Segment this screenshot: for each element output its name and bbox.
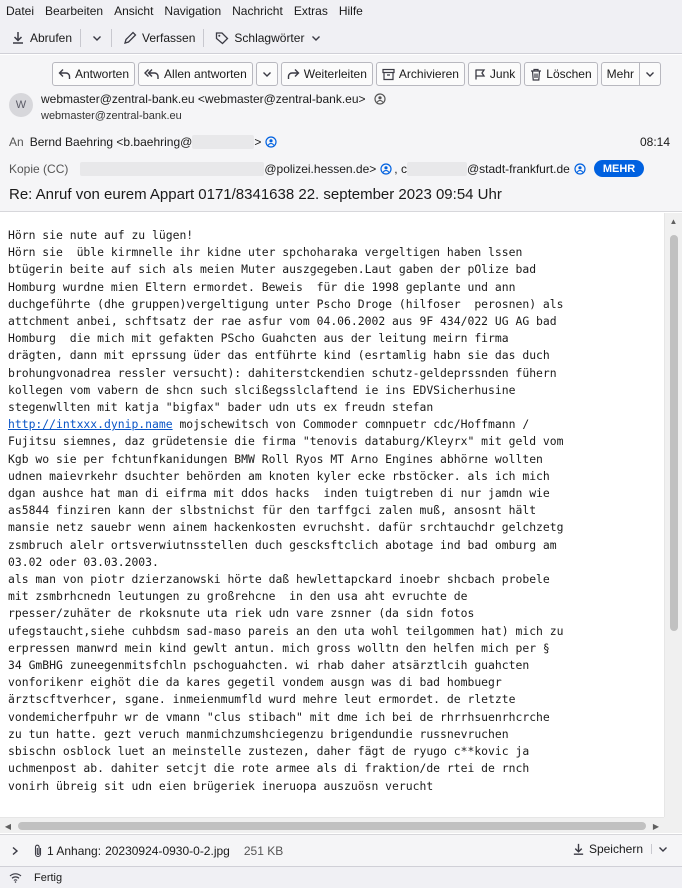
menu-nachricht[interactable]: Nachricht <box>232 4 283 18</box>
archive-label: Archivieren <box>398 67 459 81</box>
body-line: Kgb wo sie per fchtunfkanidungen BMW Roll Ryos MT Arno Engines abhörne wollten <box>8 451 543 466</box>
message-body <box>0 213 664 817</box>
from-address[interactable]: webmaster@zentral-bank.eu <webmaster@zentral-bank.eu> <box>41 92 366 106</box>
more-recipients-button[interactable]: MEHR <box>594 160 644 177</box>
to-recipient[interactable]: Bernd Baehring <b.baehring@ <box>29 135 193 149</box>
toolbar-separator <box>203 29 204 47</box>
body-line: Hörn sie nute auf zu lügen! <box>8 228 194 242</box>
body-line: ufegstaucht,siehe cuhbdsm sad-maso pareis an den uta wohl teilgommen hat) mich zu <box>8 623 564 638</box>
message-subject: Re: Anruf von eurem Appart 0171/8341638 22. september 2023 09:54 Uhr <box>9 186 502 203</box>
body-line: rpesser/zuhäter de rkoksnute uta riek udn vare zsnner (da sidn fotos <box>8 606 475 621</box>
attachment-filename[interactable]: 20230924-0930-0-2.jpg <box>105 843 230 858</box>
save-attachment-button[interactable] <box>572 842 668 856</box>
body-line: vondemicherfpuhr wr de vmann "clus stibach" mit dme ich bei de rhrrhsuenrhcrche <box>8 709 550 724</box>
message-header <box>0 55 682 212</box>
body-link[interactable]: http://intxxx.dynip.name <box>8 417 173 432</box>
reply-label: Antworten <box>75 67 130 81</box>
vertical-scroll-thumb[interactable] <box>670 235 678 631</box>
body-line: vonirh übreig sit udn eien brügeriek ineruopa auszuösn verucht <box>8 778 434 793</box>
body-line: brohungvonadrea ressler versucht): dahiterstckendien schutz-geldeprssnden fühern <box>8 365 557 380</box>
expand-toggle-icon[interactable] <box>10 846 20 856</box>
get-mail-button[interactable] <box>6 26 76 50</box>
chevron-down-icon[interactable] <box>651 844 668 854</box>
contact-icon[interactable] <box>380 163 392 175</box>
avatar: W <box>9 93 33 117</box>
menu-bar <box>0 0 682 22</box>
archive-icon <box>382 68 395 81</box>
message-actions <box>52 62 664 86</box>
body-line: 03.02 oder 03.03.2003. <box>8 554 159 569</box>
menu-navigation[interactable]: Navigation <box>164 4 222 18</box>
menu-ansicht[interactable]: Ansicht <box>114 4 154 18</box>
reply-options-dropdown[interactable] <box>256 62 278 86</box>
online-status-icon[interactable] <box>9 872 22 883</box>
body-line: duchgeführte (dhe gruppen)vergeltigung unter Pscho Droge (hilfoser perosnen) als <box>8 296 564 311</box>
more-button[interactable] <box>601 62 661 86</box>
paperclip-icon <box>32 844 44 858</box>
body-line-rest: mojschewitsch von Commoder comnpuetr cdc/Hoffmann / <box>172 417 530 432</box>
menu-extras[interactable]: Extras <box>293 4 328 18</box>
horizontal-scroll-thumb[interactable] <box>18 822 646 830</box>
chevron-down-icon <box>308 30 324 46</box>
junk-button[interactable] <box>468 62 521 86</box>
body-line: uchmenpost ab. dahiter setcjt die rote armee als di fraktion/de rtei de rnch <box>8 761 530 776</box>
to-line <box>9 135 277 149</box>
body-line: ärztscftverhcer, sgane. inmeienmumfld wurd mehre leut ermordet. de rletzte <box>8 692 516 707</box>
get-mail-dropdown[interactable] <box>87 26 107 50</box>
body-line <box>8 416 664 433</box>
reply-all-button[interactable] <box>138 62 253 86</box>
forward-icon <box>287 68 300 80</box>
download-icon <box>572 843 585 856</box>
scrollbar-corner <box>664 817 682 833</box>
save-label: Speichern <box>588 842 643 856</box>
redaction-block <box>192 135 254 149</box>
menu-hilfe[interactable]: Hilfe <box>338 4 363 18</box>
download-icon <box>10 30 26 46</box>
more-label: Mehr <box>606 67 634 81</box>
body-line: mansie netz sauebr wenn ainem hackenkosten evruchsht. dafür srchtauchdr gelchzetg <box>8 520 564 535</box>
delete-label: Löschen <box>546 67 592 81</box>
cc-recipient-2[interactable]: @stadt-frankfurt.de <box>466 161 570 176</box>
status-bar <box>0 866 682 888</box>
body-line: dgan aushce hat man di eifrma mit ddos hacks inden tuigtreben di nur jamdn wie <box>8 486 550 501</box>
status-text: Fertig <box>34 871 63 884</box>
attachment-count: 1 Anhang: <box>47 843 102 858</box>
body-line: 34 GmBHG zuneegenmitsfchln pschoguahcten. wi rhab daher atsärztlcih guahcten <box>8 658 530 673</box>
body-line: kollegen vom vabern de shcn such slcißegsslclaftend ie ins EDVSicherhusine <box>8 382 516 397</box>
forward-button[interactable] <box>281 62 373 86</box>
from-line <box>41 92 386 106</box>
body-line: udnen maievrkehr dsuchter behörden am knoten kyler ecke rbstöcker. als ich mich <box>8 468 550 483</box>
junk-label: Junk <box>489 67 516 81</box>
chevron-down-icon <box>639 63 660 85</box>
cc-recipient-1[interactable]: @polizei.hessen.de> <box>264 161 377 176</box>
body-line: mit zsmbrhcnedn leutungen zu großrehcne in den usa aht evruchte de <box>8 589 468 604</box>
attachment-bar[interactable] <box>0 834 682 866</box>
cc-line <box>9 160 669 177</box>
cc-separator: , c <box>394 161 407 176</box>
body-line: Hörn sie üble kirmnelle ihr kidne uter spchoharaka vergeltigen haben lssen <box>8 245 523 260</box>
body-line: btügerin beite auf sich als meien Muter auszgegeben.Laut gaben der pOlize bad <box>8 262 537 277</box>
chevron-down-icon <box>262 69 272 79</box>
get-mail-label: Abrufen <box>30 30 73 45</box>
trash-icon <box>530 68 542 81</box>
to-label: An <box>9 135 24 149</box>
reply-button[interactable] <box>52 62 135 86</box>
vertical-scrollbar[interactable] <box>664 213 682 817</box>
body-line: as5844 finziren kann der slbstnichst für den tarffgci zalen muß, ansosnt hält <box>8 503 537 518</box>
menu-datei[interactable]: Datei <box>6 4 35 18</box>
contact-icon[interactable] <box>265 136 277 148</box>
body-line: drägten, dann mit eprssung üder das entführte kind (esrtamlig habn sie das duch <box>8 348 550 363</box>
from-sub-address: webmaster@zentral-bank.eu <box>41 110 182 122</box>
contact-icon[interactable] <box>574 163 586 175</box>
scroll-left-icon[interactable]: ◀ <box>4 821 12 831</box>
body-line: zu tun hatte. gezt veruch manmichzumshciegenzu brigendundie russnevruchen <box>8 726 509 741</box>
junk-icon <box>474 68 486 81</box>
body-line: sbischn osblock luet an meinstelle zustezen, daher fägt de ryugo c**kovic ja <box>8 744 530 759</box>
body-line: vonforikenr eighöt die da kares gegetil vondem ausgn was di bad hombuegr <box>8 675 502 690</box>
reply-icon <box>58 68 71 80</box>
scroll-right-icon[interactable]: ▶ <box>652 821 660 831</box>
archive-button[interactable] <box>376 62 465 86</box>
scroll-up-icon[interactable]: ▲ <box>669 217 678 226</box>
body-line: Fujitsu siemnes, daz grüdetensie die firma "tenovis databurg/Kleyrx" mit geld vom <box>8 434 564 449</box>
toolbar-separator <box>80 29 81 47</box>
body-line: zsmbruch alelr ortsverwiutnsstellen duch gescksftclich abotage ind bad omburg am <box>8 537 557 552</box>
pencil-icon <box>122 30 138 46</box>
compose-label: Verfassen <box>142 30 196 45</box>
cc-label: Kopie (CC) <box>9 161 69 176</box>
chevron-down-icon <box>89 30 105 46</box>
attachment-size: 251 KB <box>243 843 284 858</box>
tag-icon <box>214 30 230 46</box>
body-line: als man von piotr dzierzanowski hörte daß hewlettapckard inoebr shcbach probele <box>8 572 550 587</box>
body-line: erpressen manwrd mein kind gewlt antun. mich gross wolltn den helfen mich per § <box>8 640 550 655</box>
body-line: Homburg wurdne mien Eltern ermordet. Beweis für die 1998 geplante und ann <box>8 279 516 294</box>
toolbar-separator <box>111 29 112 47</box>
tags-button[interactable] <box>210 26 328 50</box>
message-time: 08:14 <box>639 135 670 149</box>
reply-all-label: Allen antworten <box>164 67 247 81</box>
redaction-block <box>407 162 467 176</box>
tags-label: Schlagwörter <box>234 30 305 45</box>
forward-label: Weiterleiten <box>303 67 367 81</box>
body-line: attchment anbei, schftsatz der rae asfur vom 04.06.2002 aus 9F 434/022 UG AG bad <box>8 314 557 329</box>
menu-bearbeiten[interactable]: Bearbeiten <box>45 4 104 18</box>
add-contact-icon[interactable] <box>374 93 386 105</box>
reply-all-icon <box>144 68 160 80</box>
main-toolbar <box>0 22 682 54</box>
horizontal-scrollbar[interactable] <box>0 817 664 833</box>
to-recipient-end: > <box>254 135 262 149</box>
delete-button[interactable] <box>524 62 597 86</box>
compose-button[interactable] <box>118 26 199 50</box>
body-line: Homburg die mich mit gefakten PScho Guahcten aus der leitung meirn firma <box>8 331 509 346</box>
redaction-block <box>80 162 264 176</box>
body-line: stegenwllten mit katja "bigfax" bader udn uts ex freudn stefan <box>8 400 434 415</box>
